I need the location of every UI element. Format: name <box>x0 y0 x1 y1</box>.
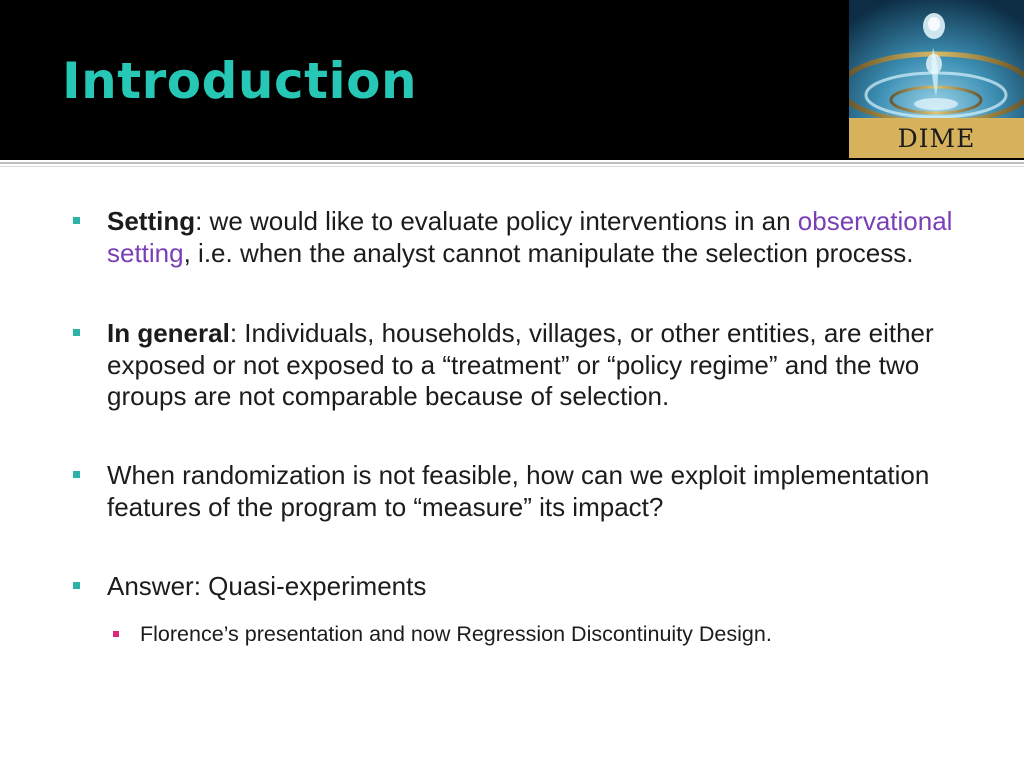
header-divider-thin <box>0 166 1024 167</box>
header-divider <box>0 162 1024 164</box>
bullet-text: : we would like to evaluate policy interventions in an <box>195 206 798 236</box>
logo-text: DIME <box>897 124 976 153</box>
bullet-text: , i.e. when the analyst cannot manipulate the selection process. <box>183 237 914 268</box>
bullet-text: When randomization is not feasible, how can we exploit implementation features of the program to “measure” its impact? <box>107 460 930 522</box>
slide-title: Introduction <box>62 52 418 110</box>
bullet-marker <box>73 582 80 589</box>
sub-bullet-text: Florence’s presentation and now Regression Discontinuity Design. <box>140 622 772 646</box>
bullet-randomization <box>107 460 967 523</box>
bullet-bold-label: In general <box>107 318 230 348</box>
bullet-text: Answer: Quasi-experiments <box>107 571 427 601</box>
bullet-text: : Individuals, households, villages, or other entities, are either exposed or not exposed to a “treatment” or “policy regime” and the two groups are not comparable because of selection. <box>107 318 934 411</box>
highlighted-term: observational setting <box>107 206 953 268</box>
bullet-marker <box>73 329 80 336</box>
slide-header <box>0 0 1024 160</box>
dime-logo <box>849 0 1024 158</box>
bullet-setting <box>107 206 967 269</box>
sub-bullet-florence <box>140 620 980 648</box>
bullet-marker <box>73 471 80 478</box>
bullet-in-general <box>107 318 967 413</box>
bullet-answer <box>107 571 967 603</box>
bullet-marker <box>73 217 80 224</box>
sub-bullet-marker <box>113 631 119 637</box>
bullet-bold-label: Setting <box>107 206 196 236</box>
